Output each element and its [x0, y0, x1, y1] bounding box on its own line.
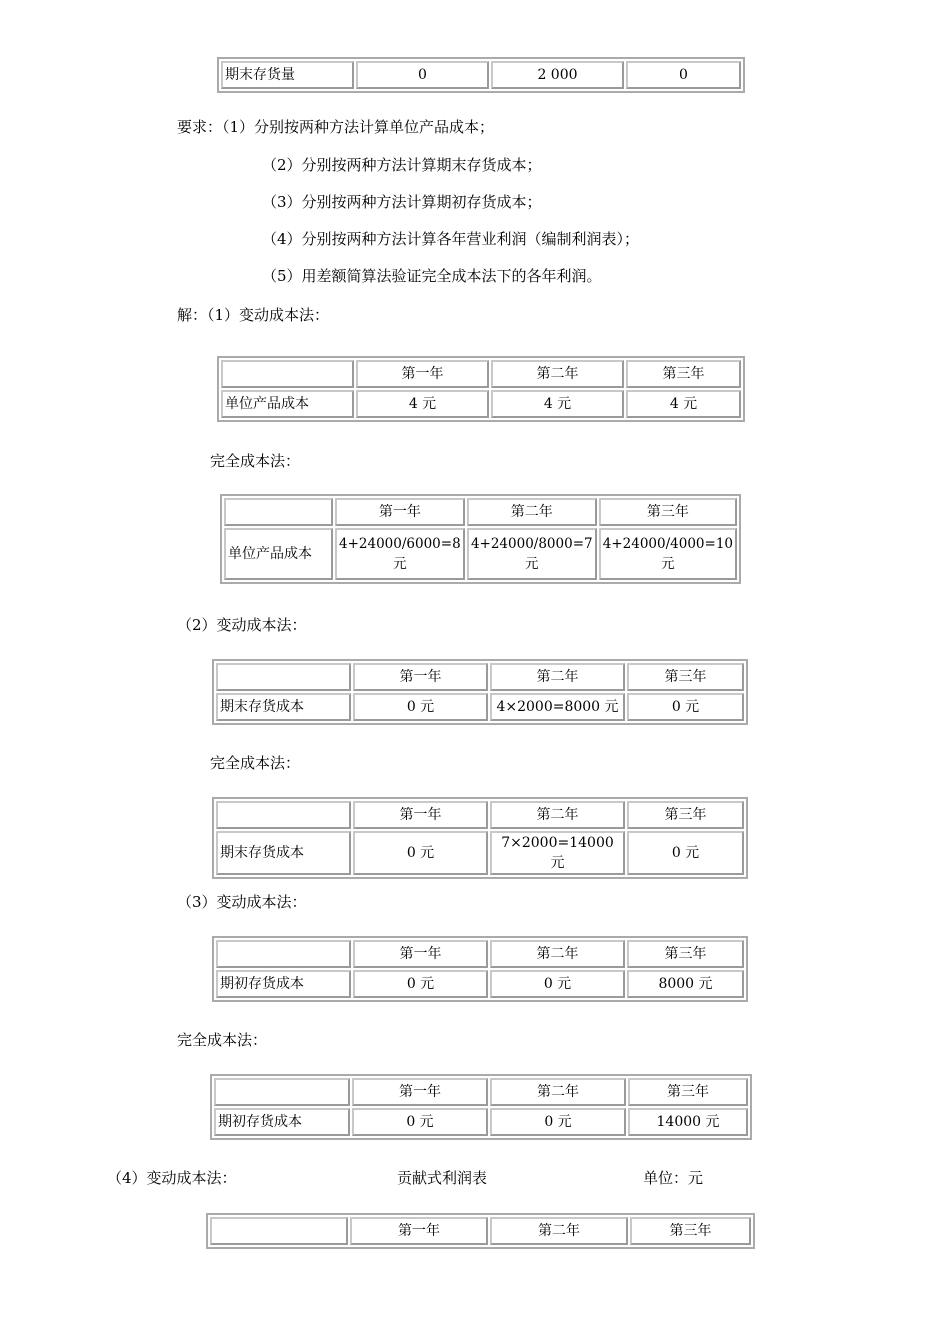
cell: 0 元 — [353, 693, 488, 721]
beginning-inventory-cost-variable-table — [212, 936, 748, 1002]
header-cell-empty — [216, 663, 351, 691]
cell: 4 元 — [491, 390, 624, 418]
table-row — [216, 970, 744, 998]
header-cell: 第二年 — [467, 498, 597, 526]
table-row — [216, 940, 744, 968]
cell: 4+24000/8000=7 元 — [467, 528, 597, 580]
header-cell: 第二年 — [490, 1078, 626, 1106]
cell: 4×2000=8000 元 — [490, 693, 625, 721]
cell: 0 元 — [627, 831, 744, 875]
section-subheading: 完全成本法： — [210, 452, 301, 470]
cell: 4 元 — [356, 390, 489, 418]
section-subheading: 完全成本法： — [210, 754, 301, 772]
cell: 7×2000=14000 元 — [490, 831, 625, 875]
header-cell: 第二年 — [491, 360, 624, 388]
cell: 0 — [356, 61, 489, 89]
section-heading: （3）变动成本法： — [177, 893, 307, 911]
ending-inventory-qty-table — [217, 57, 745, 93]
header-cell: 第一年 — [353, 940, 488, 968]
header-cell: 第二年 — [490, 801, 625, 829]
row-label: 期初存货成本 — [216, 970, 351, 998]
header-cell: 第二年 — [490, 663, 625, 691]
ending-inventory-cost-full-table — [212, 797, 748, 879]
row-label: 单位产品成本 — [221, 390, 354, 418]
cell: 4 元 — [626, 390, 741, 418]
header-cell: 第三年 — [628, 1078, 748, 1106]
row-label: 期初存货成本 — [214, 1108, 350, 1136]
header-cell: 第三年 — [599, 498, 737, 526]
header-cell: 第一年 — [353, 801, 488, 829]
cell: 0 元 — [627, 693, 744, 721]
row-label: 期末存货成本 — [216, 693, 351, 721]
header-cell-empty — [216, 940, 351, 968]
table-row — [224, 528, 737, 580]
unit-cost-full-table — [220, 494, 741, 584]
header-cell-empty — [216, 801, 351, 829]
table-row — [214, 1078, 748, 1106]
requirement-item: （3）分别按两种方法计算期初存货成本； — [262, 193, 542, 211]
unit-cost-variable-table — [217, 356, 745, 422]
requirements-intro: 要求：（1）分别按两种方法计算单位产品成本； — [177, 118, 495, 136]
header-cell: 第三年 — [627, 801, 744, 829]
cell: 0 元 — [353, 831, 488, 875]
cell: 0 — [626, 61, 741, 89]
header-cell: 第三年 — [627, 940, 744, 968]
header-cell: 第三年 — [630, 1217, 751, 1245]
unit-label: 单位：元 — [643, 1169, 704, 1187]
header-cell: 第一年 — [356, 360, 489, 388]
cell: 0 元 — [353, 970, 488, 998]
cell: 4+24000/4000=10 元 — [599, 528, 737, 580]
header-cell: 第二年 — [490, 1217, 628, 1245]
cell: 0 元 — [352, 1108, 488, 1136]
header-cell-empty — [210, 1217, 348, 1245]
table-row — [221, 390, 741, 418]
requirement-item: （2）分别按两种方法计算期末存货成本； — [262, 156, 542, 174]
header-cell: 第三年 — [627, 663, 744, 691]
requirement-item: （5）用差额简算法验证完全成本法下的各年利润。 — [262, 267, 602, 285]
header-cell-empty — [214, 1078, 350, 1106]
header-cell-empty — [221, 360, 354, 388]
table-row — [216, 693, 744, 721]
cell: 0 元 — [490, 970, 625, 998]
header-cell: 第一年 — [352, 1078, 488, 1106]
row-label: 期末存货量 — [221, 61, 354, 89]
section-heading: （4）变动成本法： — [107, 1169, 237, 1187]
table-row — [216, 801, 744, 829]
section-heading: 解：（1）变动成本法： — [177, 306, 330, 324]
contribution-income-statement-table — [206, 1213, 755, 1249]
header-cell: 第二年 — [490, 940, 625, 968]
row-label: 期末存货成本 — [216, 831, 351, 875]
table-row — [224, 498, 737, 526]
row-label: 单位产品成本 — [224, 528, 333, 580]
table-row — [214, 1108, 748, 1136]
cell: 14000 元 — [628, 1108, 748, 1136]
header-cell: 第一年 — [350, 1217, 488, 1245]
table-row — [221, 61, 741, 89]
income-statement-title: 贡献式利润表 — [397, 1169, 488, 1187]
table-row — [216, 831, 744, 875]
header-cell: 第一年 — [335, 498, 465, 526]
table-row — [216, 663, 744, 691]
requirement-item: （4）分别按两种方法计算各年营业利润（编制利润表）； — [262, 230, 640, 248]
header-cell-empty — [224, 498, 333, 526]
cell: 8000 元 — [627, 970, 744, 998]
beginning-inventory-cost-full-table — [210, 1074, 752, 1140]
header-cell: 第一年 — [353, 663, 488, 691]
ending-inventory-cost-variable-table — [212, 659, 748, 725]
section-heading: （2）变动成本法： — [177, 616, 307, 634]
header-cell: 第三年 — [626, 360, 741, 388]
section-subheading: 完全成本法： — [177, 1031, 268, 1049]
table-row — [210, 1217, 751, 1245]
cell: 2 000 — [491, 61, 624, 89]
cell: 4+24000/6000=8 元 — [335, 528, 465, 580]
cell: 0 元 — [490, 1108, 626, 1136]
table-row — [221, 360, 741, 388]
